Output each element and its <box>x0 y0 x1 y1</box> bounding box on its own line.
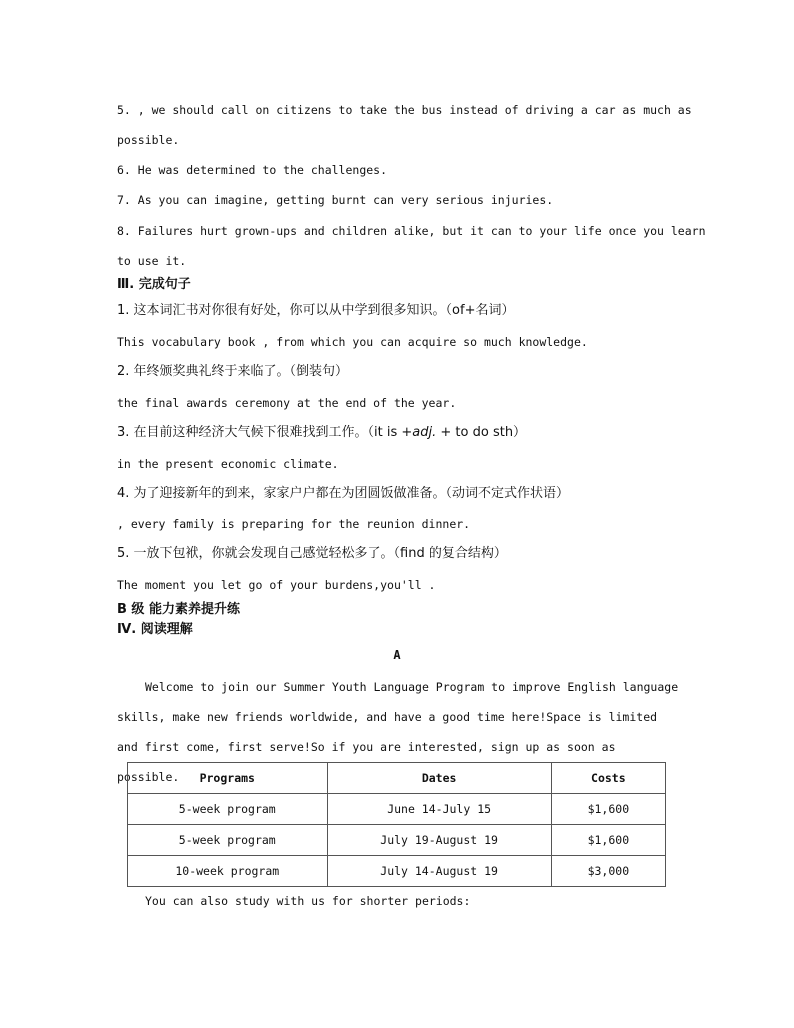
table-header: Costs <box>551 763 665 794</box>
question-3-tail: + to do sth） <box>436 425 527 440</box>
question-3 <box>117 425 526 441</box>
passage-outro: You can also study with us for shorter periods: <box>145 894 471 908</box>
line-q8-cont: to use it. <box>117 254 187 268</box>
passage-intro-text: Welcome to join our Summer Youth Language Program to improve English language skills, make new friends worldwide, and have a good time here!Space is limited and first come, first serve!So if you are interested, sign up as soon as possible. <box>117 680 679 784</box>
table-row <box>128 825 666 856</box>
table-header-row <box>128 763 666 794</box>
answer-4: , every family is preparing for the reunion dinner. <box>117 517 471 531</box>
table-cell: $1,600 <box>551 794 665 825</box>
table-cell: $3,000 <box>551 856 665 887</box>
table-cell: July 19-August 19 <box>327 825 551 856</box>
answer-3: in the present economic climate. <box>117 457 339 471</box>
passage-label: A <box>393 648 401 662</box>
level-b-heading: B 级 能力素养提升练 <box>117 602 240 617</box>
table-cell: July 14-August 19 <box>327 856 551 887</box>
question-3-adj: adj. <box>412 425 437 440</box>
program-table <box>127 762 666 887</box>
table-row <box>128 856 666 887</box>
answer-5: The moment you let go of your burdens,you'll . <box>117 578 436 592</box>
question-3-text: 3. 在目前这种经济大气候下很难找到工作。（it is + <box>117 425 413 440</box>
question-5: 5. 一放下包袱，你就会发现自己感觉轻松多了。（find 的复合结构） <box>117 546 507 561</box>
section-heading-4: Ⅳ. 阅读理解 <box>117 622 193 637</box>
question-2: 2. 年终颁奖典礼终于来临了。（倒装句） <box>117 364 349 379</box>
table-header: Programs <box>128 763 328 794</box>
question-4: 4. 为了迎接新年的到来，家家户户都在为团圆饭做准备。（动词不定式作状语） <box>117 486 570 501</box>
line-q5-cont: possible. <box>117 133 180 147</box>
table-cell: 5-week program <box>128 825 328 856</box>
table-cell: $1,600 <box>551 825 665 856</box>
section-heading-3: Ⅲ. 完成句子 <box>117 277 191 292</box>
line-q8: 8. Failures hurt grown-ups and children alike, but it can to your life once you learn <box>117 224 706 238</box>
question-1: 1. 这本词汇书对你很有好处，你可以从中学到很多知识。（of+名词） <box>117 303 515 318</box>
line-q5-fill: 5. , we should call on citizens to take the bus instead of driving a car as much as <box>117 103 692 117</box>
line-q6: 6. He was determined to the challenges. <box>117 163 388 177</box>
answer-2: the final awards ceremony at the end of the year. <box>117 396 457 410</box>
table-cell: June 14-July 15 <box>327 794 551 825</box>
table-cell: 10-week program <box>128 856 328 887</box>
line-q7: 7. As you can imagine, getting burnt can very serious injuries. <box>117 193 554 207</box>
table-cell: 5-week program <box>128 794 328 825</box>
table-header: Dates <box>327 763 551 794</box>
table-row <box>128 794 666 825</box>
answer-1: This vocabulary book , from which you can acquire so much knowledge. <box>117 335 588 349</box>
